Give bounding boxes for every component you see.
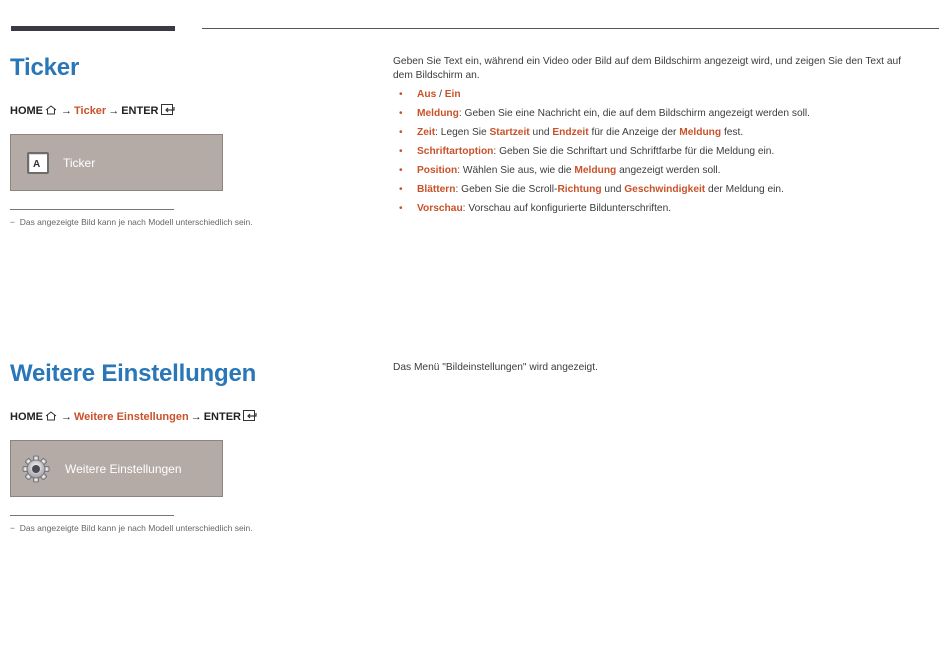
weitere-tile-label: Weitere Einstellungen (65, 461, 182, 476)
header-rule (202, 28, 939, 29)
term-zeit: Zeit (417, 127, 436, 138)
ticker-tile-label: Ticker (63, 155, 96, 170)
list-item (393, 85, 810, 104)
term-richtung: Richtung (557, 184, 602, 195)
desc-meldung: : Geben Sie eine Nachricht ein, die auf dem Bildschirm angezeigt werden soll. (458, 108, 810, 119)
weitere-note (10, 523, 253, 533)
desc-blaettern-3: der Meldung ein. (705, 184, 784, 195)
header-accent-bar (11, 26, 175, 31)
breadcrumb-home: HOME (10, 411, 43, 423)
gear-icon (21, 454, 51, 484)
term-vorschau: Vorschau (417, 203, 463, 214)
desc-blaettern-1: : Geben Sie die Scroll- (455, 184, 558, 195)
breadcrumb-arrow: → (61, 411, 72, 423)
list-item (393, 104, 810, 123)
term-geschwindigkeit: Geschwindigkeit (624, 184, 706, 195)
separator: / (436, 89, 445, 100)
ticker-title: Ticker (10, 54, 80, 81)
desc-zeit-4: fest. (721, 127, 744, 138)
ticker-options-list (393, 85, 810, 218)
desc-zeit-1: : Legen Sie (435, 127, 490, 138)
weitere-menu-tile[interactable] (10, 440, 223, 497)
weitere-note-rule (10, 515, 174, 516)
term-schriftartoption: Schriftartoption (417, 146, 494, 157)
term-endzeit: Endzeit (552, 127, 589, 138)
enter-icon (243, 410, 257, 424)
term-position: Position (417, 165, 458, 176)
note-dash: − (10, 217, 15, 227)
breadcrumb-arrow: → (61, 105, 72, 117)
ticker-note (10, 217, 253, 227)
term-ein: Ein (444, 89, 461, 100)
term-position-meldung: Meldung (574, 165, 617, 176)
term-blaettern: Blättern (417, 184, 456, 195)
ticker-menu-tile[interactable] (10, 134, 223, 191)
desc-zeit-2: und (529, 127, 553, 138)
term-meldung: Meldung (417, 108, 459, 119)
enter-icon (161, 104, 175, 118)
term-zeit-meldung: Meldung (679, 127, 722, 138)
list-item (393, 161, 810, 180)
term-startzeit: Startzeit (489, 127, 530, 138)
desc-schriftartoption: : Geben Sie die Schriftart und Schriftfarbe für die Meldung ein. (493, 146, 775, 157)
ticker-note-rule (10, 209, 174, 210)
weitere-breadcrumb (10, 410, 259, 424)
ticker-intro: Geben Sie Text ein, während ein Video oder Bild auf dem Bildschirm angezeigt wird, und zeigen Sie den Text auf dem Bildschirm an. (393, 56, 901, 81)
breadcrumb-home: HOME (10, 105, 43, 117)
home-icon (45, 105, 57, 118)
note-dash: − (10, 523, 15, 533)
breadcrumb-enter: ENTER (203, 411, 241, 423)
weitere-title: Weitere Einstellungen (10, 360, 257, 387)
list-item (393, 142, 810, 161)
desc-position-2: angezeigt werden soll. (616, 165, 721, 176)
home-icon (45, 411, 57, 424)
list-item (393, 199, 810, 218)
breadcrumb-enter: ENTER (121, 105, 159, 117)
desc-blaettern-2: und (601, 184, 625, 195)
breadcrumb-arrow: → (190, 411, 202, 423)
desc-vorschau: : Vorschau auf konfigurierte Bildunterschriften. (462, 203, 672, 214)
breadcrumb-ticker: Ticker (74, 105, 107, 117)
list-item (393, 123, 810, 142)
ticker-breadcrumb (10, 104, 177, 118)
desc-zeit-3: für die Anzeige der (588, 127, 680, 138)
breadcrumb-arrow: → (108, 105, 120, 117)
ticker-letter-icon: A (27, 152, 49, 174)
note-text: Das angezeigte Bild kann je nach Modell unterschiedlich sein. (19, 217, 253, 227)
note-text: Das angezeigte Bild kann je nach Modell unterschiedlich sein. (19, 523, 253, 533)
term-aus: Aus (417, 89, 437, 100)
breadcrumb-weitere: Weitere Einstellungen (74, 411, 189, 423)
list-item (393, 180, 810, 199)
desc-position-1: : Wählen Sie aus, wie die (457, 165, 575, 176)
weitere-intro: Das Menü "Bildeinstellungen" wird angezeigt. (393, 362, 598, 373)
